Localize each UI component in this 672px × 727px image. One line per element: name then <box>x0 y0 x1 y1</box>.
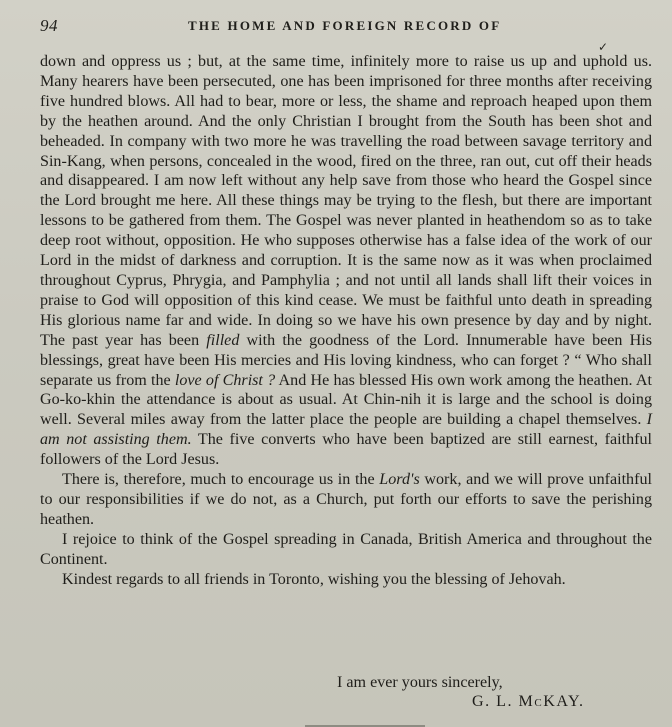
italic-run: I am not assisting them. <box>40 411 652 449</box>
signature: G. L. McKAY. <box>472 693 585 710</box>
italic-run: love of Christ ? <box>174 371 276 389</box>
text-run: There is, therefore, much to encourage us in the <box>62 471 380 489</box>
text-run: down and oppress us ; but, at the same time, infinitely more to raise us up and uphold us. Many hearers have been persecuted, one has been imprisoned for three months after receiving five hundred blows. All had to bear, more or less, the shame and reproach heaped upon them by the heathen around. And the only Christian I brought from the South has been shot and beheaded. In company with two more he was travelling the road between savage territory and Sin-Kang, when persons, concealed in the wood, fired on the three, ran out, cut off their heads and disappeared. I am now left without any help save from those who heard the Gospel since the Lord brought me here. All these things may be trying to the flesh, but there are important lessons to be gathered from them. The Gospel was never planted in heathendom so as to take deep root without, opposition. He who supposes otherwise has a false idea of the work of our Lord in the midst of darkness and corruption. It is the same now as it was when proclaimed throughout Cyprus, Phrygia, and Pamphylia ; and not until all lands shall lift their voices in praise to God will opposition of this kind cease. We must be faithful unto death in spreading His glorious name far and wide. In doing so we have his own presence by day and by night. The past year has been <box>40 53 652 349</box>
closing-line: I am ever yours sincerely, <box>337 674 503 691</box>
margin-pencil-mark: ✓ <box>598 40 609 54</box>
italic-run: filled <box>206 331 240 349</box>
page-number: 94 <box>40 16 58 35</box>
paragraph <box>40 570 652 590</box>
paragraph <box>40 530 652 570</box>
text-run: Kindest regards to all friends in Toronto, wishing you the blessing of Jehovah. <box>62 570 566 588</box>
text-run: with the goodness of the Lord. Innumerable have been His blessings, great have been His mercies and His loving kindness, who can forget ? “ Who shall separate us from the <box>40 331 652 389</box>
text-run: I rejoice to think of the Gospel spreading in Canada, British America and throughout the Continent. <box>40 530 652 568</box>
page-header <box>0 12 672 36</box>
text-run: work, and we will prove unfaithful to our responsibilities if we do not, as a Church, put forth our efforts to save the perishing heathen. <box>40 471 652 528</box>
text-run: The five converts who have been baptized are still earnest, faithful followers of the Lord Jesus. <box>40 431 652 469</box>
paragraph <box>40 52 652 470</box>
italic-run: Lord's <box>379 471 420 489</box>
running-title: THE HOME AND FOREIGN RECORD OF <box>188 18 502 33</box>
text-run: And He has blessed His own work among the heathen. At Go-ko-khin the attendance is about as usual. At Chin-nih it is large and the school is doing well. Several miles away from the latter place the people are building a chapel themselves. <box>40 371 652 429</box>
paragraph <box>40 470 652 530</box>
letter-body <box>40 52 652 589</box>
